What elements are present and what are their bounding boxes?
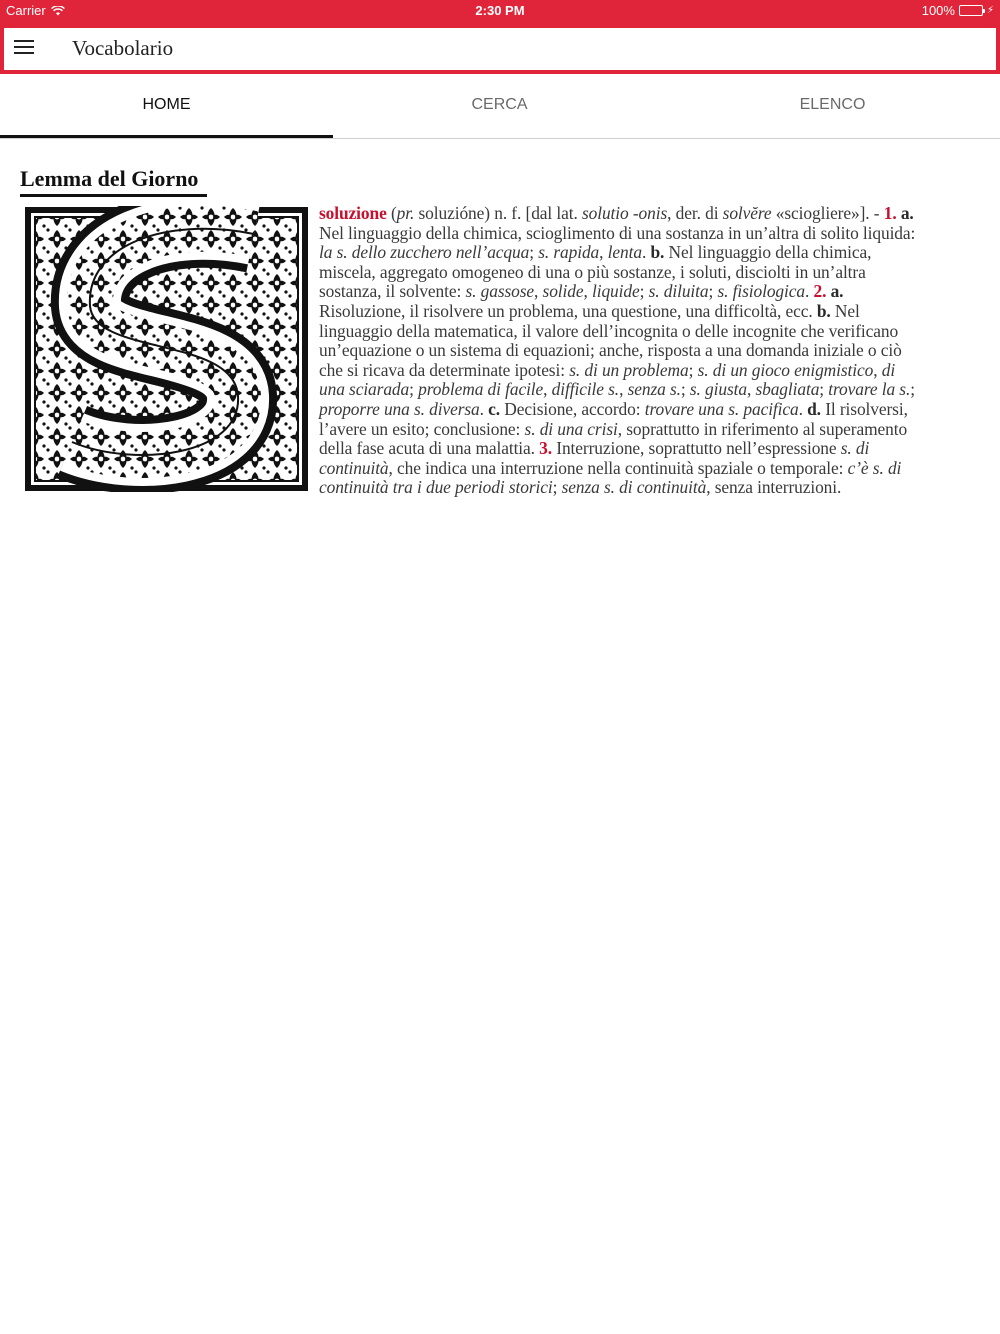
- sense-2c-text: Decisione, accordo:: [504, 398, 641, 419]
- sense-3-text: Interruzione, soprattutto nell’espressione: [556, 438, 837, 459]
- carrier-label: Carrier: [6, 3, 46, 18]
- example: s. diluita: [648, 281, 709, 302]
- example: la s. dello zucchero nell’acqua: [319, 242, 530, 263]
- sense-number-2: 2.: [813, 281, 827, 302]
- tab-home[interactable]: HOME: [142, 96, 191, 113]
- app-title: Vocabolario: [72, 36, 174, 60]
- sense-1b-text: Nel linguaggio della chimica, miscela, aggregato omogeneo di una o più sostanze, i soluti, disciolti in un’altra sostanza, il solvente:: [319, 242, 872, 302]
- sense-2a-text: Risoluzione, il risolvere un problema, una questione, una difficoltà, ecc.: [319, 300, 813, 321]
- example: s. gassose: [465, 281, 535, 302]
- dash: -: [873, 203, 880, 223]
- pronunciation-abbr: pr.: [396, 203, 415, 223]
- example: lenta: [607, 242, 642, 263]
- example: s. rapida: [538, 242, 600, 263]
- tab-bar: [0, 74, 1000, 139]
- status-time: 2:30 PM: [475, 3, 525, 18]
- etymology-mid: , der. di: [667, 203, 719, 223]
- sense-number-3: 3.: [539, 438, 553, 459]
- sense-2d-post: , soprattutto in riferimento al superamento della fase acuta di una malattia.: [319, 418, 908, 459]
- tab-cerca[interactable]: CERCA: [471, 96, 528, 113]
- subsense-2b: b.: [816, 300, 831, 321]
- example: problema di facile: [418, 379, 544, 400]
- headword: soluzione: [319, 203, 387, 223]
- sense-3-post: , senza interruzioni.: [706, 477, 842, 498]
- example: s. di un problema: [569, 359, 689, 380]
- sense-2b-text: Nel linguaggio della matematica, il valore dell’incognita o delle incognite che verificano un’equazione o un sistema di equazioni; anche, risposta a una domanda iniziale o ciò che si ricava da determinate ipotesi:: [319, 300, 902, 380]
- subsense-2a: a.: [830, 281, 844, 302]
- subsense-1a: a.: [900, 203, 914, 223]
- hamburger-menu-icon[interactable]: [14, 40, 34, 56]
- example: senza s.: [627, 379, 681, 400]
- etymology-prefix: [dal lat.: [525, 203, 578, 223]
- subsense-2d: d.: [807, 398, 821, 419]
- subsense-1b: b.: [650, 242, 665, 263]
- example: trovare la s.: [828, 379, 911, 400]
- grammar-category: n. f.: [494, 203, 522, 223]
- example: s. di continuità: [319, 438, 870, 478]
- battery-percentage: 100%: [921, 3, 955, 18]
- etymology-latin: solutio -onis: [581, 203, 668, 223]
- example: s. di un gioco enigmistico: [697, 359, 874, 380]
- charging-bolt-icon: ⚡: [986, 5, 994, 16]
- battery-indicator: [922, 3, 994, 18]
- example: solide: [542, 281, 584, 302]
- example: senza s. di continuità: [561, 477, 707, 498]
- decorated-initial-s-icon: [24, 206, 309, 492]
- sense-1a-text: Nel linguaggio della chimica, scioglimento di una sostanza in un’altra di solito liquida:: [319, 222, 916, 243]
- section-title-underline: [20, 194, 207, 197]
- etymology-suffix: «sciogliere»].: [775, 203, 870, 223]
- battery-icon: [959, 5, 983, 16]
- lemma-definition: soluzione (pr. soluzióne) n. f. [dal lat. solutio -onis, der. di solvĕre «sciogliere»]. - 1. a. Nel linguaggio della chimica, scioglimento di una sostanza in un’altra di solito liquida: la s. dello zucchero nell’acqua; s. rapida, lenta. b. Nel linguaggio della chimica, miscela, aggregato omogeneo di una o più sostanze, i soluti, disciolti in un’altra sostanza, il solvente: s. gassose, solide, liquide; s. diluita; s. fisiologica. 2. a. Risoluzione, il risolvere un problema, una questione, una difficoltà, ecc. b. Nel linguaggio della matematica, il valore dell’incognita o delle incognite che verificano un’equazione o un sistema di equazioni; anche, risposta a una domanda iniziale o ciò che si ricava da determinate ipotesi: s. di un problema; s. di un gioco enigmistico, di una sciarada; problema di facile, difficile s., senza s.; s. giusta, sbagliata; trovare la s.; proporre una s. diversa. c. Decisione, accordo: trovare una s. pacifica. d. Il risolversi, l’avere un esito; conclusione: s. di una crisi, soprattutto in riferimento al superamento della fase acuta di una malattia. 3. Interruzione, soprattutto nell’espressione s. di continuità, che indica una interruzione nella continuità spaziale o temporale: c’è s. di continuità tra i due periodi storici; senza s. di continuità, senza interruzioni.: [24, 204, 924, 498]
- example: sbagliata: [755, 379, 820, 400]
- example: c’è s. di continuità tra i due periodi storici: [319, 457, 902, 498]
- section-title: Lemma del Giorno: [20, 166, 199, 191]
- sense-2d-text: Il risolversi, l’avere un esito; conclusione:: [319, 398, 908, 439]
- sense-number-1: 1.: [883, 203, 897, 223]
- example: di una sciarada: [319, 359, 896, 400]
- example: s. di una crisi: [524, 418, 618, 439]
- app-bar: [0, 22, 1000, 74]
- example: trovare una s. pacifica: [644, 398, 799, 419]
- etymology-verb: solvĕre: [722, 203, 772, 223]
- example: s. giusta: [689, 379, 747, 400]
- example: s. fisiologica: [717, 281, 805, 302]
- example: proporre una s. diversa: [319, 398, 480, 419]
- status-bar: [0, 0, 1000, 22]
- app-bar-inner: [4, 28, 996, 70]
- tab-elenco[interactable]: ELENCO: [799, 96, 866, 113]
- sense-3-mid: , che indica una interruzione nella continuità spaziale o temporale:: [388, 457, 844, 478]
- active-tab-indicator: [0, 135, 333, 138]
- subsense-2c: c.: [488, 398, 501, 419]
- example: liquide: [592, 281, 640, 302]
- example: difficile s.: [551, 379, 620, 400]
- pronunciation: soluzióne: [418, 203, 485, 223]
